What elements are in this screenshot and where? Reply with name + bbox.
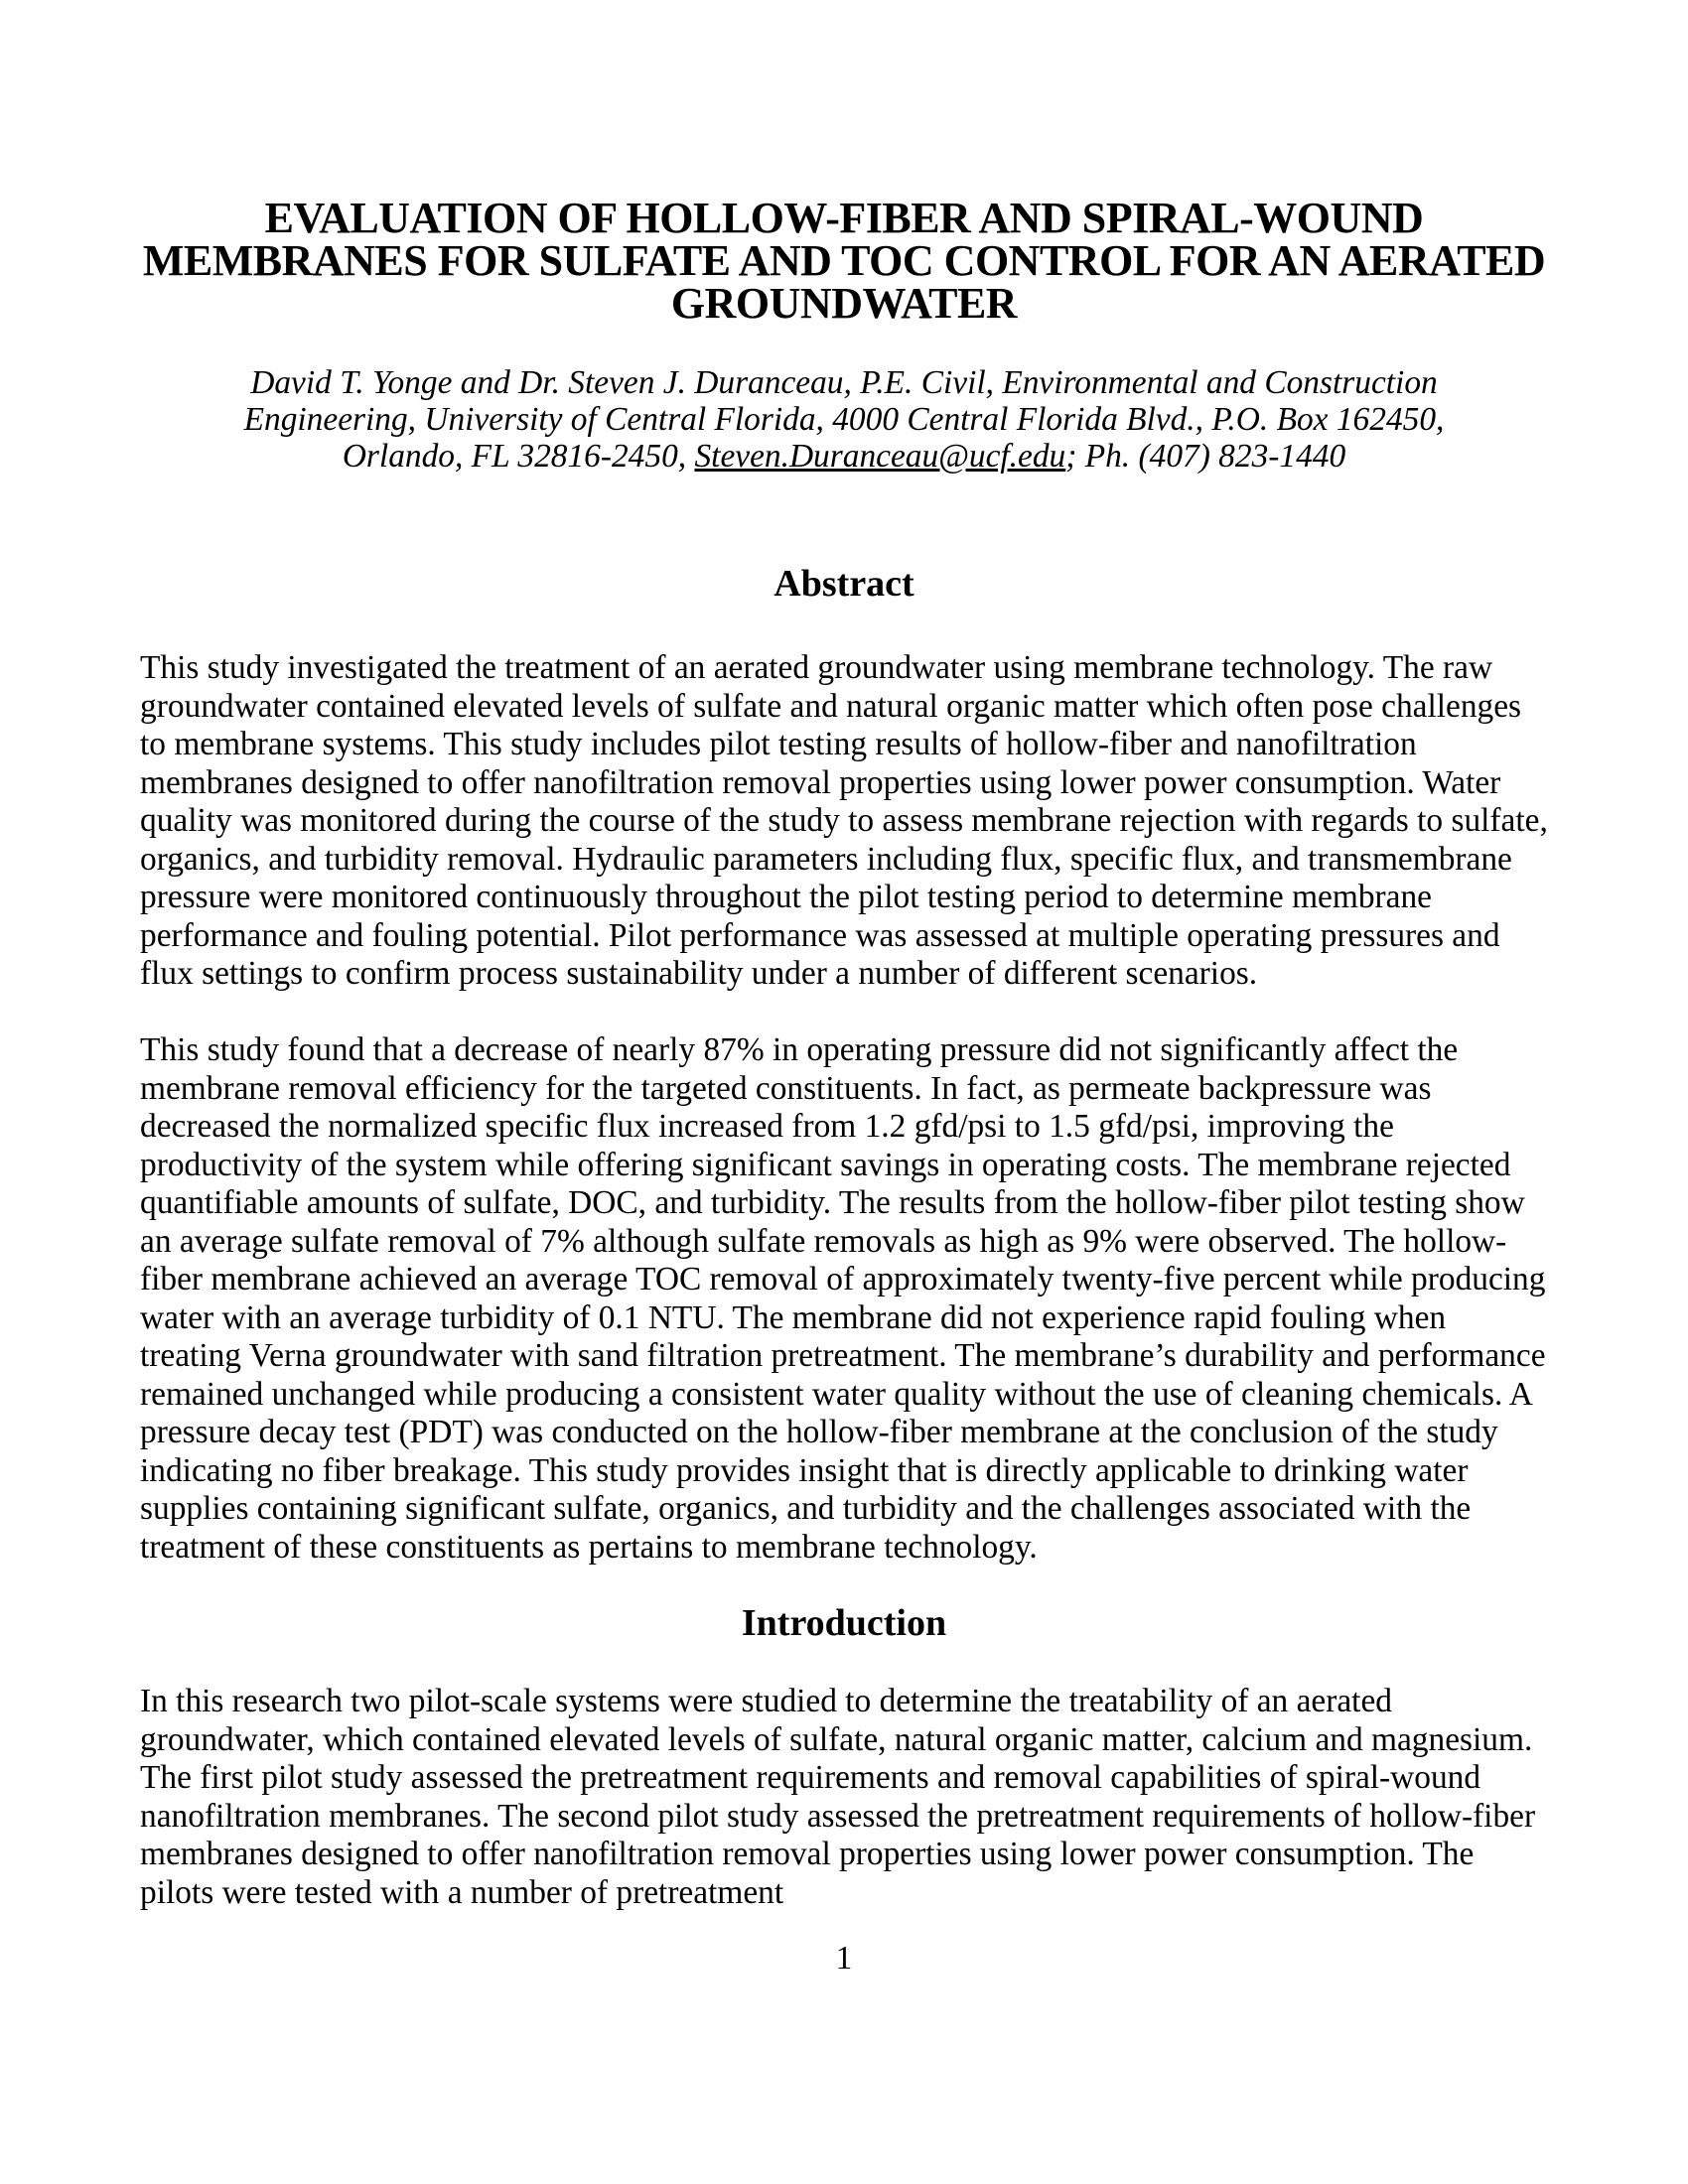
page-number: 1 xyxy=(835,1940,853,1977)
author-line-3 xyxy=(140,438,1548,475)
title-line-2: MEMBRANES FOR SULFATE AND TOC CONTROL FOR AN AERATED xyxy=(142,236,1546,285)
title-line-3: GROUNDWATER xyxy=(670,279,1018,328)
author-block xyxy=(140,364,1548,475)
author-address: Orlando, FL 32816-2450, xyxy=(342,438,695,475)
email-link[interactable]: Steven.Duranceau@ucf.edu xyxy=(694,438,1066,475)
author-line-1: David T. Yonge and Dr. Steven J. Duranceau, P.E. Civil, Environmental and Construction xyxy=(250,364,1438,401)
page-title xyxy=(140,194,1548,328)
abstract-paragraph-2: This study found that a decrease of nearly 87% in operating pressure did not significantly affect the membrane removal efficiency for the targeted constituents. In fact, as permeate backpressure was decreased the normalized specific flux increased from 1.2 gfd/psi to 1.5 gfd/psi, improving the productivity of the system while offering significant savings in operating costs. The membrane rejected quantifiable amounts of sulfate, DOC, and turbidity. The results from the hollow-fiber pilot testing show an average sulfate removal of 7% although sulfate removals as high as 9% were observed. The hollow-fiber membrane achieved an average TOC removal of approximately twenty-five percent while producing water with an average turbidity of 0.1 NTU. The membrane did not experience rapid fouling when treating Verna groundwater with sand filtration pretreatment. The membrane’s durability and performance remained unchanged while producing a consistent water quality without the use of cleaning chemicals. A pressure decay test (PDT) was conducted on the hollow-fiber membrane at the conclusion of the study indicating no fiber breakage. This study provides insight that is directly applicable to drinking water supplies containing significant sulfate, organics, and turbidity and the challenges associated with the treatment of these constituents as pertains to membrane technology. xyxy=(140,1031,1546,1566)
section-heading-abstract: Abstract xyxy=(774,563,914,605)
abstract-paragraph-1: This study investigated the treatment of an aerated groundwater using membrane technology. The raw groundwater contained elevated levels of sulfate and natural organic matter which often pose challenges to membrane systems. This study includes pilot testing results of hollow-fiber and nanofiltration membranes designed to offer nanofiltration removal properties using lower power consumption. Water quality was monitored during the course of the study to assess membrane rejection with regards to sulfate, organics, and turbidity removal. Hydraulic parameters including flux, specific flux, and transmembrane pressure were monitored continuously throughout the pilot testing period to determine membrane performance and fouling potential. Pilot performance was assessed at multiple operating pressures and flux settings to confirm process sustainability under a number of different scenarios. xyxy=(140,649,1548,992)
author-phone: ; Ph. (407) 823-1440 xyxy=(1065,438,1346,475)
section-heading-introduction: Introduction xyxy=(741,1602,947,1644)
author-line-2: Engineering, University of Central Florida, 4000 Central Florida Blvd., P.O. Box 162450, xyxy=(243,401,1445,438)
title-line-1: EVALUATION OF HOLLOW-FIBER AND SPIRAL-WOUND xyxy=(264,194,1424,242)
introduction-paragraph-1: In this research two pilot-scale systems were studied to determine the treatability of an aerated groundwater, which contained elevated levels of sulfate, natural organic matter, calcium and magnesium. The first pilot study assessed the pretreatment requirements and removal capabilities of spiral-wound nanofiltration membranes. The second pilot study assessed the pretreatment requirements of hollow-fiber membranes designed to offer nanofiltration removal properties using lower power consumption. The pilots were tested with a number of pretreatment xyxy=(140,1683,1536,1911)
